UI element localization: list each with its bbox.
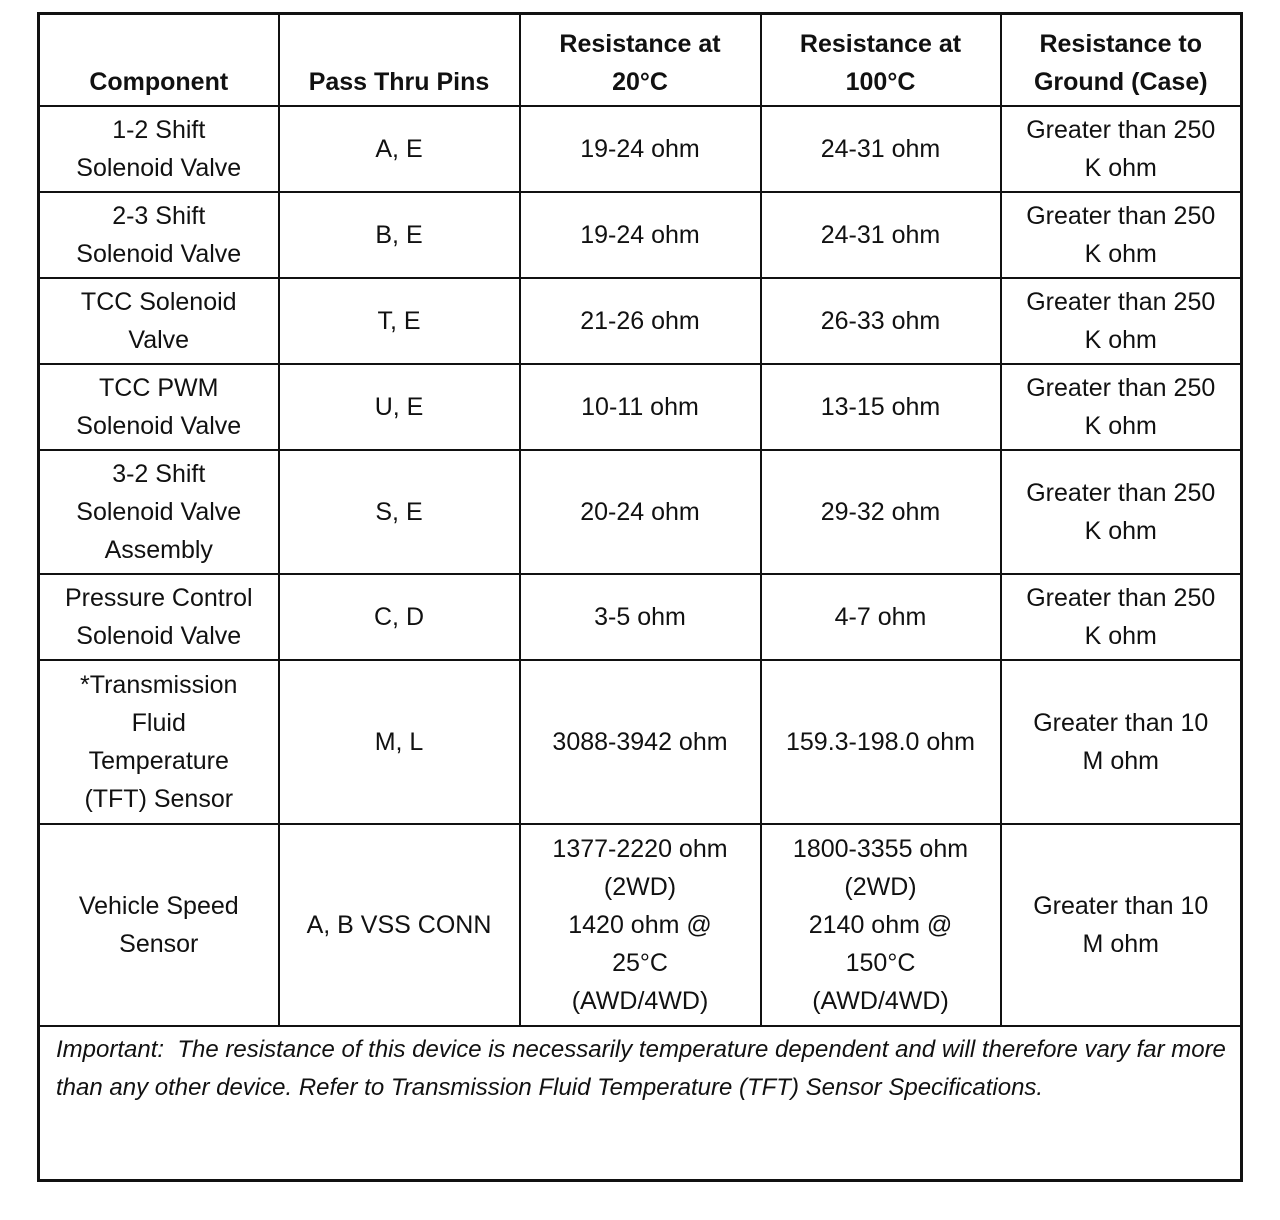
cell-resistance-100c: 1800-3355 ohm (2WD) 2140 ohm @ 150°C (AWD/4WD) [761,824,1001,1026]
table-row [39,364,1242,450]
cell-resistance-20c: 19-24 ohm [520,106,761,192]
cell-resistance-ground: Greater than 250 K ohm [1001,574,1242,660]
cell-resistance-ground: Greater than 10 M ohm [1001,660,1242,824]
header-resistance-ground: Resistance to Ground (Case) [1001,14,1242,107]
cell-resistance-100c: 24-31 ohm [761,192,1001,278]
table-row [39,574,1242,660]
cell-resistance-ground: Greater than 250 K ohm [1001,192,1242,278]
cell-pins: C, D [279,574,520,660]
solenoid-resistance-table [37,12,1243,1182]
cell-pins: B, E [279,192,520,278]
cell-resistance-20c: 3-5 ohm [520,574,761,660]
cell-resistance-100c: 26-33 ohm [761,278,1001,364]
cell-resistance-ground: Greater than 250 K ohm [1001,106,1242,192]
table-row [39,278,1242,364]
cell-component: *Transmission Fluid Temperature (TFT) Sensor [39,660,279,824]
cell-resistance-20c: 10-11 ohm [520,364,761,450]
cell-pins: A, B VSS CONN [279,824,520,1026]
header-resistance-20c: Resistance at 20°C [520,14,761,107]
cell-component: TCC PWM Solenoid Valve [39,364,279,450]
cell-resistance-ground: Greater than 250 K ohm [1001,364,1242,450]
cell-pins: U, E [279,364,520,450]
important-note [39,1026,1242,1181]
cell-resistance-20c: 20-24 ohm [520,450,761,574]
note-label: Important: [56,1036,165,1063]
table-row [39,106,1242,192]
table-row [39,660,1242,824]
cell-resistance-20c: 3088-3942 ohm [520,660,761,824]
cell-pins: A, E [279,106,520,192]
cell-resistance-ground: Greater than 10 M ohm [1001,824,1242,1026]
cell-pins: T, E [279,278,520,364]
header-resistance-100c: Resistance at 100°C [761,14,1001,107]
table-row [39,450,1242,574]
cell-resistance-100c: 4-7 ohm [761,574,1001,660]
table-row [39,192,1242,278]
header-component: Component [39,14,279,107]
cell-component: 1-2 Shift Solenoid Valve [39,106,279,192]
cell-resistance-ground: Greater than 250 K ohm [1001,450,1242,574]
cell-resistance-100c: 159.3-198.0 ohm [761,660,1001,824]
cell-pins: S, E [279,450,520,574]
note-row [39,1026,1242,1181]
cell-resistance-20c: 21-26 ohm [520,278,761,364]
cell-resistance-20c: 19-24 ohm [520,192,761,278]
cell-resistance-100c: 13-15 ohm [761,364,1001,450]
cell-component: 2-3 Shift Solenoid Valve [39,192,279,278]
cell-resistance-ground: Greater than 250 K ohm [1001,278,1242,364]
cell-resistance-100c: 29-32 ohm [761,450,1001,574]
cell-resistance-20c: 1377-2220 ohm (2WD) 1420 ohm @ 25°C (AWD/4WD) [520,824,761,1026]
table-row [39,824,1242,1026]
cell-component: Vehicle Speed Sensor [39,824,279,1026]
cell-component: TCC Solenoid Valve [39,278,279,364]
header-pass-thru-pins: Pass Thru Pins [279,14,520,107]
note-text: The resistance of this device is necessarily temperature dependent and will therefore vary far more than any other device. Refer to Transmission Fluid Temperature (TFT) Sensor Specifications. [56,1036,1226,1101]
cell-component: 3-2 Shift Solenoid Valve Assembly [39,450,279,574]
cell-pins: M, L [279,660,520,824]
header-row [39,14,1242,107]
cell-component: Pressure Control Solenoid Valve [39,574,279,660]
cell-resistance-100c: 24-31 ohm [761,106,1001,192]
